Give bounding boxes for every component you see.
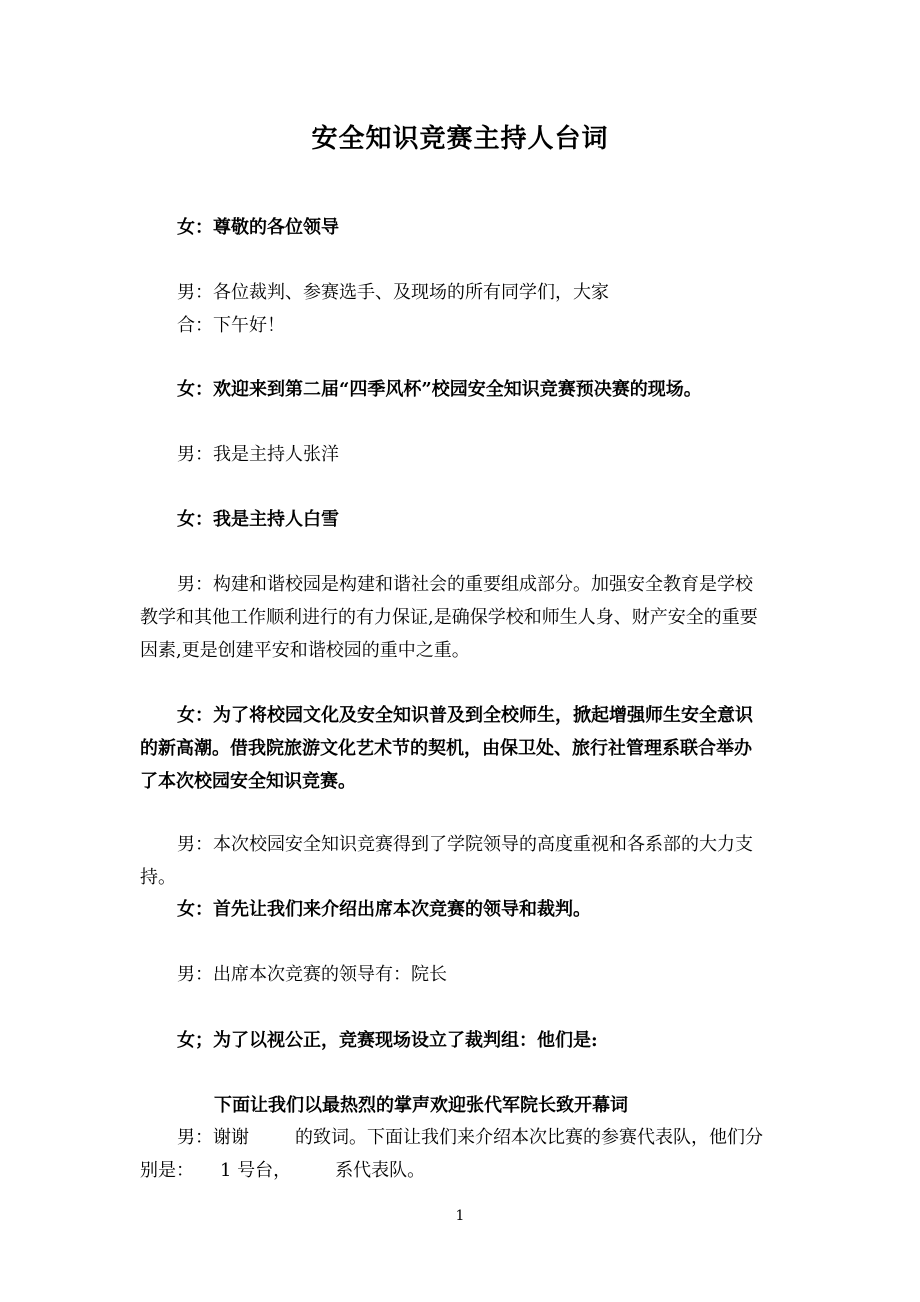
line-teams-part-1: 别是： <box>140 1160 194 1181</box>
line-thanks <box>140 1121 780 1154</box>
paragraph-2-line-3: 了本次校园安全知识竞赛。 <box>140 771 356 792</box>
line-male-greeting: 男：各位裁判、参赛选手、及现场的所有同学们，大家 <box>177 282 609 303</box>
line-female-greeting: 女：尊敬的各位领导 <box>177 217 339 238</box>
line-thanks-part-2: 的致词。下面让我们来介绍本次比赛的参赛代表队，他们分 <box>295 1127 763 1148</box>
paragraph-2-line-1: 女：为了将校园文化及安全知识普及到全校师生，掀起增强师生安全意识 <box>177 705 753 726</box>
paragraph-2-line-2: 的新高潮。借我院旅游文化艺术节的契机，由保卫处、旅行社管理系联合举办 <box>140 738 752 759</box>
line-thanks-part-1: 男：谢谢 <box>177 1127 249 1148</box>
line-host-female: 女：我是主持人白雪 <box>177 509 339 530</box>
line-teams <box>140 1154 780 1187</box>
line-together: 合：下午好！ <box>177 315 285 336</box>
line-teams-part-2: 1 号台， <box>220 1160 292 1181</box>
paragraph-3-line-2: 持。 <box>140 867 176 888</box>
page-number: 1 <box>455 1208 465 1224</box>
line-leaders: 男：出席本次竞赛的领导有：院长 <box>177 964 447 985</box>
paragraph-1-line-1: 男：构建和谐校园是构建和谐社会的重要组成部分。加强安全教育是学校 <box>177 574 753 595</box>
line-introduce: 女：首先让我们来介绍出席本次竞赛的领导和裁判。 <box>177 899 591 920</box>
line-opening-speech: 下面让我们以最热烈的掌声欢迎张代军院长致开幕词 <box>214 1095 628 1116</box>
line-host-male: 男：我是主持人张洋 <box>177 444 339 465</box>
line-welcome: 女：欢迎来到第二届“四季风杯”校园安全知识竞赛预决赛的现场。 <box>177 379 702 400</box>
document-title: 安全知识竞赛主持人台词 <box>311 124 609 154</box>
line-teams-part-3: 系代表队。 <box>335 1160 426 1181</box>
line-judges: 女；为了以视公正，竞赛现场设立了裁判组：他们是: <box>177 1030 598 1051</box>
paragraph-3-line-1: 男：本次校园安全知识竞赛得到了学院领导的高度重视和各系部的大力支 <box>177 834 753 855</box>
paragraph-1-line-2: 教学和其他工作顺利进行的有力保证,是确保学校和师生人身、财产安全的重要 <box>140 607 758 628</box>
paragraph-1-line-3: 因素,更是创建平安和谐校园的重中之重。 <box>140 640 470 661</box>
